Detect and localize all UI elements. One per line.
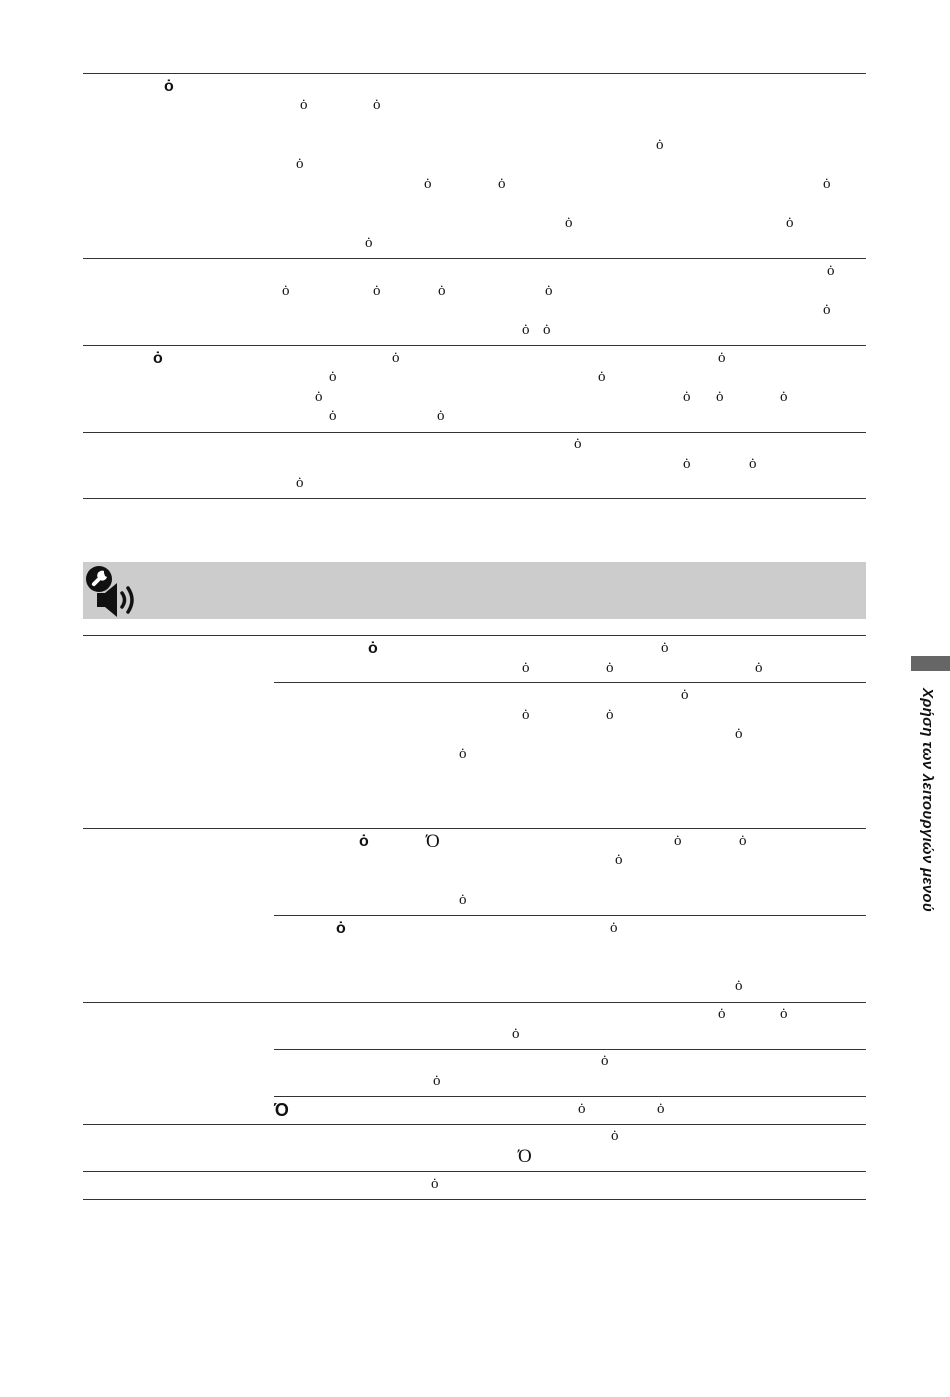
table-rule [83, 635, 866, 636]
text-mark: ȯ [615, 852, 623, 868]
section-banner [83, 562, 866, 619]
table-rule [83, 73, 866, 74]
text-mark: ȯ [657, 1101, 665, 1117]
text-mark: ȯ [606, 660, 614, 676]
text-mark: ȯ [716, 389, 724, 405]
text-mark: ȯ [823, 302, 831, 318]
text-mark: ȯ [610, 920, 618, 936]
text-mark: ȯ [827, 263, 835, 279]
text-mark: ȯ [315, 389, 323, 405]
text-mark: ȯ [459, 892, 467, 908]
table-rule [83, 1199, 866, 1200]
speaker-icon [95, 581, 141, 619]
text-mark: ȯ [522, 660, 530, 676]
text-mark: ȯ [598, 369, 606, 385]
text-mark: ȯ [498, 176, 506, 192]
text-mark: ȯ [437, 408, 445, 424]
text-mark: ȯ [780, 1006, 788, 1022]
text-mark: ȯ [282, 283, 290, 299]
text-mark: ȯ [522, 322, 530, 338]
text-mark: ȯ [365, 235, 373, 251]
text-mark: ȯ [574, 436, 582, 452]
table-subrule [274, 682, 866, 683]
text-mark: ȯ [780, 389, 788, 405]
text-mark: ȯ [578, 1101, 586, 1117]
text-mark: ȯ [611, 1128, 619, 1144]
text-mark: ȯ [296, 156, 304, 172]
table-subrule [274, 915, 866, 916]
text-mark: ȯ [601, 1053, 609, 1069]
table-rule [83, 432, 866, 433]
text-mark: ȯ [373, 283, 381, 299]
text-mark: ȯ [606, 707, 614, 723]
text-mark: ȯ [329, 369, 337, 385]
text-mark: ȯ [433, 1073, 441, 1089]
row-label-mark: ȯ [153, 350, 163, 367]
text-mark: ȯ [823, 176, 831, 192]
text-mark: ȯ [718, 1006, 726, 1022]
text-mark: ȯ [431, 1176, 439, 1192]
text-mark: ȯ [300, 97, 308, 113]
text-mark: ȯ [674, 833, 682, 849]
table-subrule [274, 1049, 866, 1050]
sub-label-mark: ȯ [368, 640, 378, 657]
sub-label-mark: Ό [274, 1100, 289, 1120]
text-mark: ȯ [683, 389, 691, 405]
text-mark: ȯ [755, 660, 763, 676]
table-rule [83, 498, 866, 499]
table-rule [83, 1002, 866, 1003]
table-rule [83, 1171, 866, 1172]
sub-label-mark: ȯ [359, 833, 369, 850]
table-rule [83, 1124, 866, 1125]
text-mark: ȯ [459, 746, 467, 762]
text-mark: ȯ [329, 408, 337, 424]
text-mark: ȯ [786, 215, 794, 231]
text-mark: ȯ [424, 176, 432, 192]
text-mark: ȯ [392, 350, 400, 366]
text-mark: ȯ [545, 283, 553, 299]
chapter-tab-marker [911, 656, 950, 671]
table-rule [83, 345, 866, 346]
table-rule [83, 258, 866, 259]
table-rule [83, 828, 866, 829]
text-mark: ȯ [739, 833, 747, 849]
text-mark: ȯ [718, 350, 726, 366]
text-mark: ȯ [512, 1026, 520, 1042]
text-mark: ȯ [681, 687, 689, 703]
text-mark: ȯ [661, 640, 669, 656]
chapter-tab-title: Χρήση των λειτουργιών μενού [919, 688, 936, 913]
text-mark: ȯ [438, 283, 446, 299]
table-subrule [274, 1096, 866, 1097]
text-mark: Ό [426, 831, 440, 852]
text-mark: ȯ [683, 456, 691, 472]
text-mark: ȯ [296, 475, 304, 491]
text-mark: ȯ [522, 707, 530, 723]
text-mark: ȯ [735, 978, 743, 994]
text-mark: ȯ [565, 215, 573, 231]
text-mark: Ό [518, 1146, 532, 1167]
text-mark: ȯ [373, 97, 381, 113]
row-label-mark: ȯ [164, 78, 174, 95]
text-mark: ȯ [656, 137, 664, 153]
sub-label-mark: ȯ [336, 920, 346, 937]
text-mark: ȯ [749, 456, 757, 472]
text-mark: ȯ [543, 322, 551, 338]
text-mark: ȯ [735, 726, 743, 742]
